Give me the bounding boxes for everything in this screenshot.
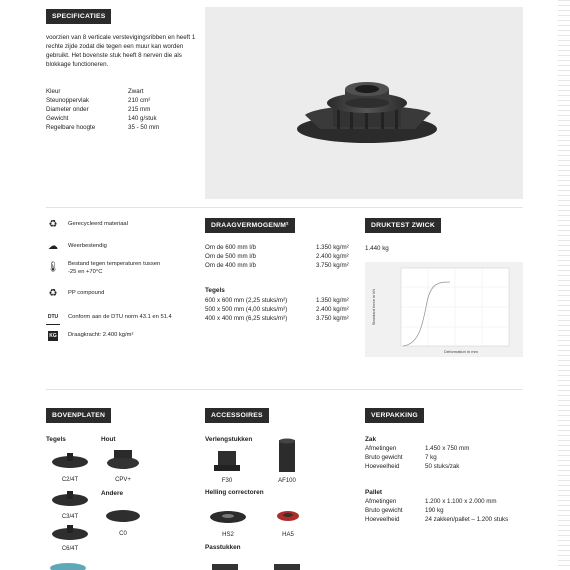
feature-text: Weerbestendig (68, 243, 107, 250)
tegels-value: 1.350 kg/m² (316, 297, 349, 304)
feature-text: PP compound (68, 290, 105, 297)
feature-dtu (46, 310, 196, 325)
force-deformation-curve (365, 262, 523, 357)
spec-value: 215 mm (128, 105, 151, 113)
recycle-icon: ♻ (48, 219, 58, 231)
feature-temperature (46, 261, 196, 277)
c0-image (104, 504, 142, 526)
tegels-label: 400 x 400 mm (6,25 stuks/m²) (205, 314, 288, 322)
divider (46, 389, 523, 390)
spec-value: 210 cm² (128, 96, 151, 104)
druktest-graph (365, 262, 523, 357)
c6-4t-image (50, 522, 90, 544)
zak-value: 50 stuks/zak (425, 462, 460, 470)
recycle-pp-icon: ♻ (48, 288, 58, 300)
draag-label: Om de 400 mm l/b (205, 261, 256, 269)
f30-image (210, 447, 244, 475)
accessoires-heading: ACCESSOIRES (205, 408, 269, 423)
c3-4t-label: C3/4T (61, 514, 79, 520)
product-image-panel (205, 7, 523, 199)
spec-value: Zwart (128, 88, 144, 95)
spec-label: Steunoppervlak (46, 96, 89, 104)
verpakking-heading: VERPAKKING (365, 408, 424, 423)
thermometer-icon: 🌡 (46, 262, 60, 274)
spec-description: voorzien van 8 verticale verstevigingsribben en heeft 1 rechte zijde zodat die tegen een muur kan worden gebruikt. Het bovenste stuk heeft 8 nerven die als blokkage functioneren. (46, 34, 196, 68)
tegels-label: 600 x 600 mm (2,25 stuks/m²) (205, 297, 288, 304)
pallet-value: 1.200 x 1.100 x 2.000 mm (425, 498, 497, 505)
spec-label: Kleur (46, 88, 61, 95)
tegels-label: 500 x 500 mm (4,00 stuks/m²) (205, 305, 288, 313)
pallet-value: 24 zakken/pallet – 1.200 stuks (425, 515, 509, 523)
zak-label: Hoeveelheid (365, 462, 400, 470)
weight-icon: KG (48, 331, 58, 341)
zak-value: 1.450 x 750 mm (425, 445, 470, 452)
ha5-label: HA5 (282, 532, 294, 538)
pedestal-product-image (205, 7, 523, 199)
c2-4t-label: C2/4T (61, 477, 79, 483)
af100-label: AF100 (278, 478, 296, 484)
graph-ylabel: Standard force in kN (371, 288, 376, 326)
hout-col-title: Hout (101, 436, 116, 443)
feature-text: Conform aan de DTU norm 43.1 en 51.4 (68, 313, 172, 320)
feature-recycled (46, 218, 196, 232)
hs2-label: HS2 (222, 532, 234, 538)
draagvermogen-heading: DRAAGVERMOGEN/M² (205, 218, 295, 233)
feature-text: Bestand tegen temperaturen tussen -25 en +70°C (68, 261, 161, 275)
feature-weather (46, 240, 196, 254)
zak-title: Zak (365, 436, 377, 443)
draag-label: Om de 500 mm l/b (205, 252, 256, 260)
dtu-icon: DTU (46, 310, 60, 325)
verlengstukken-title: Verlengstukken (205, 436, 253, 443)
specificaties-heading: SPECIFICATIES (46, 9, 111, 24)
feature-pp (46, 287, 196, 301)
cpv-plus-label: CPV+ (115, 477, 131, 483)
druktest-heading: DRUKTEST ZWICK (365, 218, 441, 233)
draag-value: 1.350 kg/m² (316, 244, 349, 251)
zak-label: Bruto gewicht (365, 453, 403, 461)
passtuk-image-partial (272, 561, 302, 570)
zak-label: Afmetingen (365, 445, 397, 452)
spec-table (46, 88, 218, 133)
tegels-value: 3.750 kg/m² (316, 314, 349, 322)
pallet-label: Hoeveelheid (365, 515, 400, 523)
tegels-subtitle: Tegels (205, 287, 225, 294)
c2-4t-image (50, 450, 90, 472)
zak-table (365, 445, 525, 472)
spec-label: Regelbare hoogte (46, 123, 96, 131)
draag-value: 3.750 kg/m² (316, 261, 349, 269)
feature-text: Draagkracht: 2.400 kg/m² (68, 332, 134, 339)
pallet-title: Pallet (365, 489, 383, 496)
feature-text: Gerecycleerd materiaal (68, 221, 128, 228)
c0-label: C0 (119, 531, 127, 537)
pallet-value: 190 kg (425, 506, 444, 514)
passtukken-title: Passtukken (205, 544, 241, 551)
tegels-value: 2.400 kg/m² (316, 305, 349, 313)
pallet-label: Bruto gewicht (365, 506, 403, 514)
feature-load (46, 331, 196, 341)
draag-table (205, 244, 366, 271)
draag-value: 2.400 kg/m² (316, 252, 349, 260)
helling-title: Helling correctoren (205, 489, 264, 496)
bovenplaten-heading: BOVENPLATEN (46, 408, 111, 423)
graph-xlabel: Deformation in mm (444, 349, 478, 354)
page-edge-ruler (558, 0, 570, 570)
andere-title: Andere (101, 490, 124, 497)
pallet-label: Afmetingen (365, 498, 397, 505)
spec-label: Diameter onder (46, 105, 89, 113)
tegels-col-title: Tegels (46, 436, 66, 443)
divider (46, 207, 523, 208)
af100-image (274, 438, 300, 474)
draag-label: Om de 600 mm l/b (205, 244, 256, 251)
spec-value: 35 - 50 mm (128, 123, 160, 131)
spec-label: Gewicht (46, 114, 69, 122)
ha5-image (275, 505, 301, 525)
passtuk-image-partial (210, 561, 240, 570)
f30-label: F30 (221, 478, 233, 484)
pallet-table (365, 498, 525, 525)
tegels-table (205, 297, 366, 324)
partial-product-image (48, 560, 88, 570)
zak-value: 7 kg (425, 453, 437, 461)
druktest-value: 1.440 kg (365, 245, 389, 252)
hs2-image (208, 505, 248, 527)
c6-4t-label: C6/4T (61, 546, 79, 552)
c3-4t-image (50, 488, 90, 510)
cpv-plus-image (104, 447, 142, 473)
cloud-icon: ☁ (48, 241, 58, 253)
spec-value: 140 g/stuk (128, 114, 157, 122)
